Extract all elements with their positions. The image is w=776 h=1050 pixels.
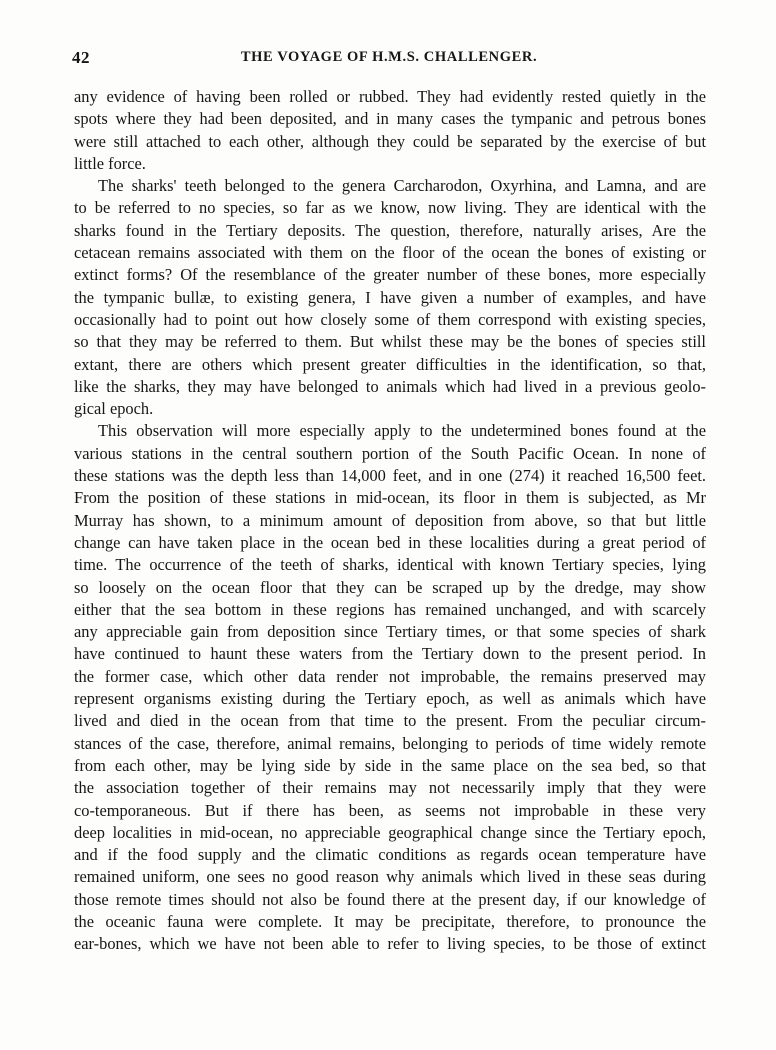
paragraph-1 — [74, 86, 706, 175]
page-header — [72, 48, 706, 70]
text-line: lived and died in the ocean from that time to the present. From the peculiar circum- — [74, 711, 706, 731]
text-line: change can have taken place in the ocean bed in these localities during a great period of — [74, 532, 706, 552]
text-line: extinct forms? Of the resemblance of the greater number of these bones, more especially — [74, 265, 706, 285]
text-line: these stations was the depth less than 14,000 feet, and in one (274) it reached 16,500 feet. — [74, 466, 706, 486]
text-line: the tympanic bullæ, to existing genera, I have given a number of examples, and have — [74, 287, 706, 307]
text-line: the association together of their remains may not necessarily imply that they were — [74, 778, 706, 798]
text-line: were still attached to each other, although they could be separated by the exercise of but — [74, 131, 706, 151]
text-line: represent organisms existing during the Tertiary epoch, as well as animals which have — [74, 689, 706, 709]
text-line: extant, there are others which present greater difficulties in the identification, so that, — [74, 354, 706, 374]
text-line: from each other, may be lying side by side in the same place on the sea bed, so that — [74, 755, 706, 775]
text-line: spots where they had been deposited, and in many cases the tympanic and petrous bones — [74, 109, 706, 129]
text-line: the former case, which other data render not improbable, the remains preserved may — [74, 666, 706, 686]
text-line: so loosely on the ocean floor that they can be scraped up by the dredge, may show — [74, 577, 706, 597]
paragraph-3 — [74, 420, 706, 955]
text-line: Murray has shown, to a minimum amount of deposition from above, so that but little — [74, 510, 706, 530]
text-line: co-temporaneous. But if there has been, as seems not improbable in these very — [74, 800, 706, 820]
paragraph-2 — [74, 175, 706, 420]
text-line: like the sharks, they may have belonged to animals which had lived in a previous geolo- — [74, 376, 706, 396]
text-line: so that they may be referred to them. But whilst these may be the bones of species still — [74, 332, 706, 352]
text-line: occasionally had to point out how closely some of them correspond with existing species, — [74, 309, 706, 329]
text-line: cetacean remains associated with them on the floor of the ocean the bones of existing or — [74, 243, 706, 263]
text-line: deep localities in mid-ocean, no appreciable geographical change since the Tertiary epoch, — [74, 822, 706, 842]
text-line: have continued to haunt these waters from the Tertiary down to the present period. In — [74, 644, 706, 664]
text-line: time. The occurrence of the teeth of sharks, identical with known Tertiary species, lying — [74, 555, 706, 575]
text-line: This observation will more especially apply to the undetermined bones found at the — [98, 421, 706, 441]
text-line: and if the food supply and the climatic conditions as regards ocean temperature have — [74, 845, 706, 865]
text-line: The sharks' teeth belonged to the genera Carcharodon, Oxyrhina, and Lamna, and are — [98, 176, 706, 196]
text-line: various stations in the central southern portion of the South Pacific Ocean. In none of — [74, 443, 706, 463]
text-line: stances of the case, therefore, animal remains, belonging to periods of time widely remote — [74, 733, 706, 753]
text-line: From the position of these stations in mid-ocean, its floor in them is subjected, as Mr — [74, 488, 706, 508]
text-line: little force. — [74, 153, 146, 173]
text-line: any evidence of having been rolled or rubbed. They had evidently rested quietly in the — [74, 87, 706, 106]
text-line: those remote times should not also be found there at the present day, if our knowledge of — [74, 889, 706, 909]
text-line: the oceanic fauna were complete. It may be precipitate, therefore, to pronounce the — [74, 911, 706, 931]
text-line: either that the sea bottom in these regions has remained unchanged, and with scarcely — [74, 599, 706, 619]
text-line: sharks found in the Tertiary deposits. The question, therefore, naturally arises, Are the — [74, 220, 706, 240]
text-line: to be referred to no species, so far as we know, now living. They are identical with the — [74, 198, 706, 218]
running-title: THE VOYAGE OF H.M.S. CHALLENGER. — [240, 49, 538, 65]
text-line: ear-bones, which we have not been able to refer to living species, to be those of extinct — [74, 934, 706, 954]
text-line: any appreciable gain from deposition since Tertiary times, or that some species of shark — [74, 622, 706, 642]
text-line: remained uniform, one sees no good reason why animals which lived in these seas during — [74, 867, 706, 887]
body-text — [74, 86, 706, 956]
page-number: 42 — [72, 48, 90, 67]
text-line: gical epoch. — [74, 399, 154, 419]
